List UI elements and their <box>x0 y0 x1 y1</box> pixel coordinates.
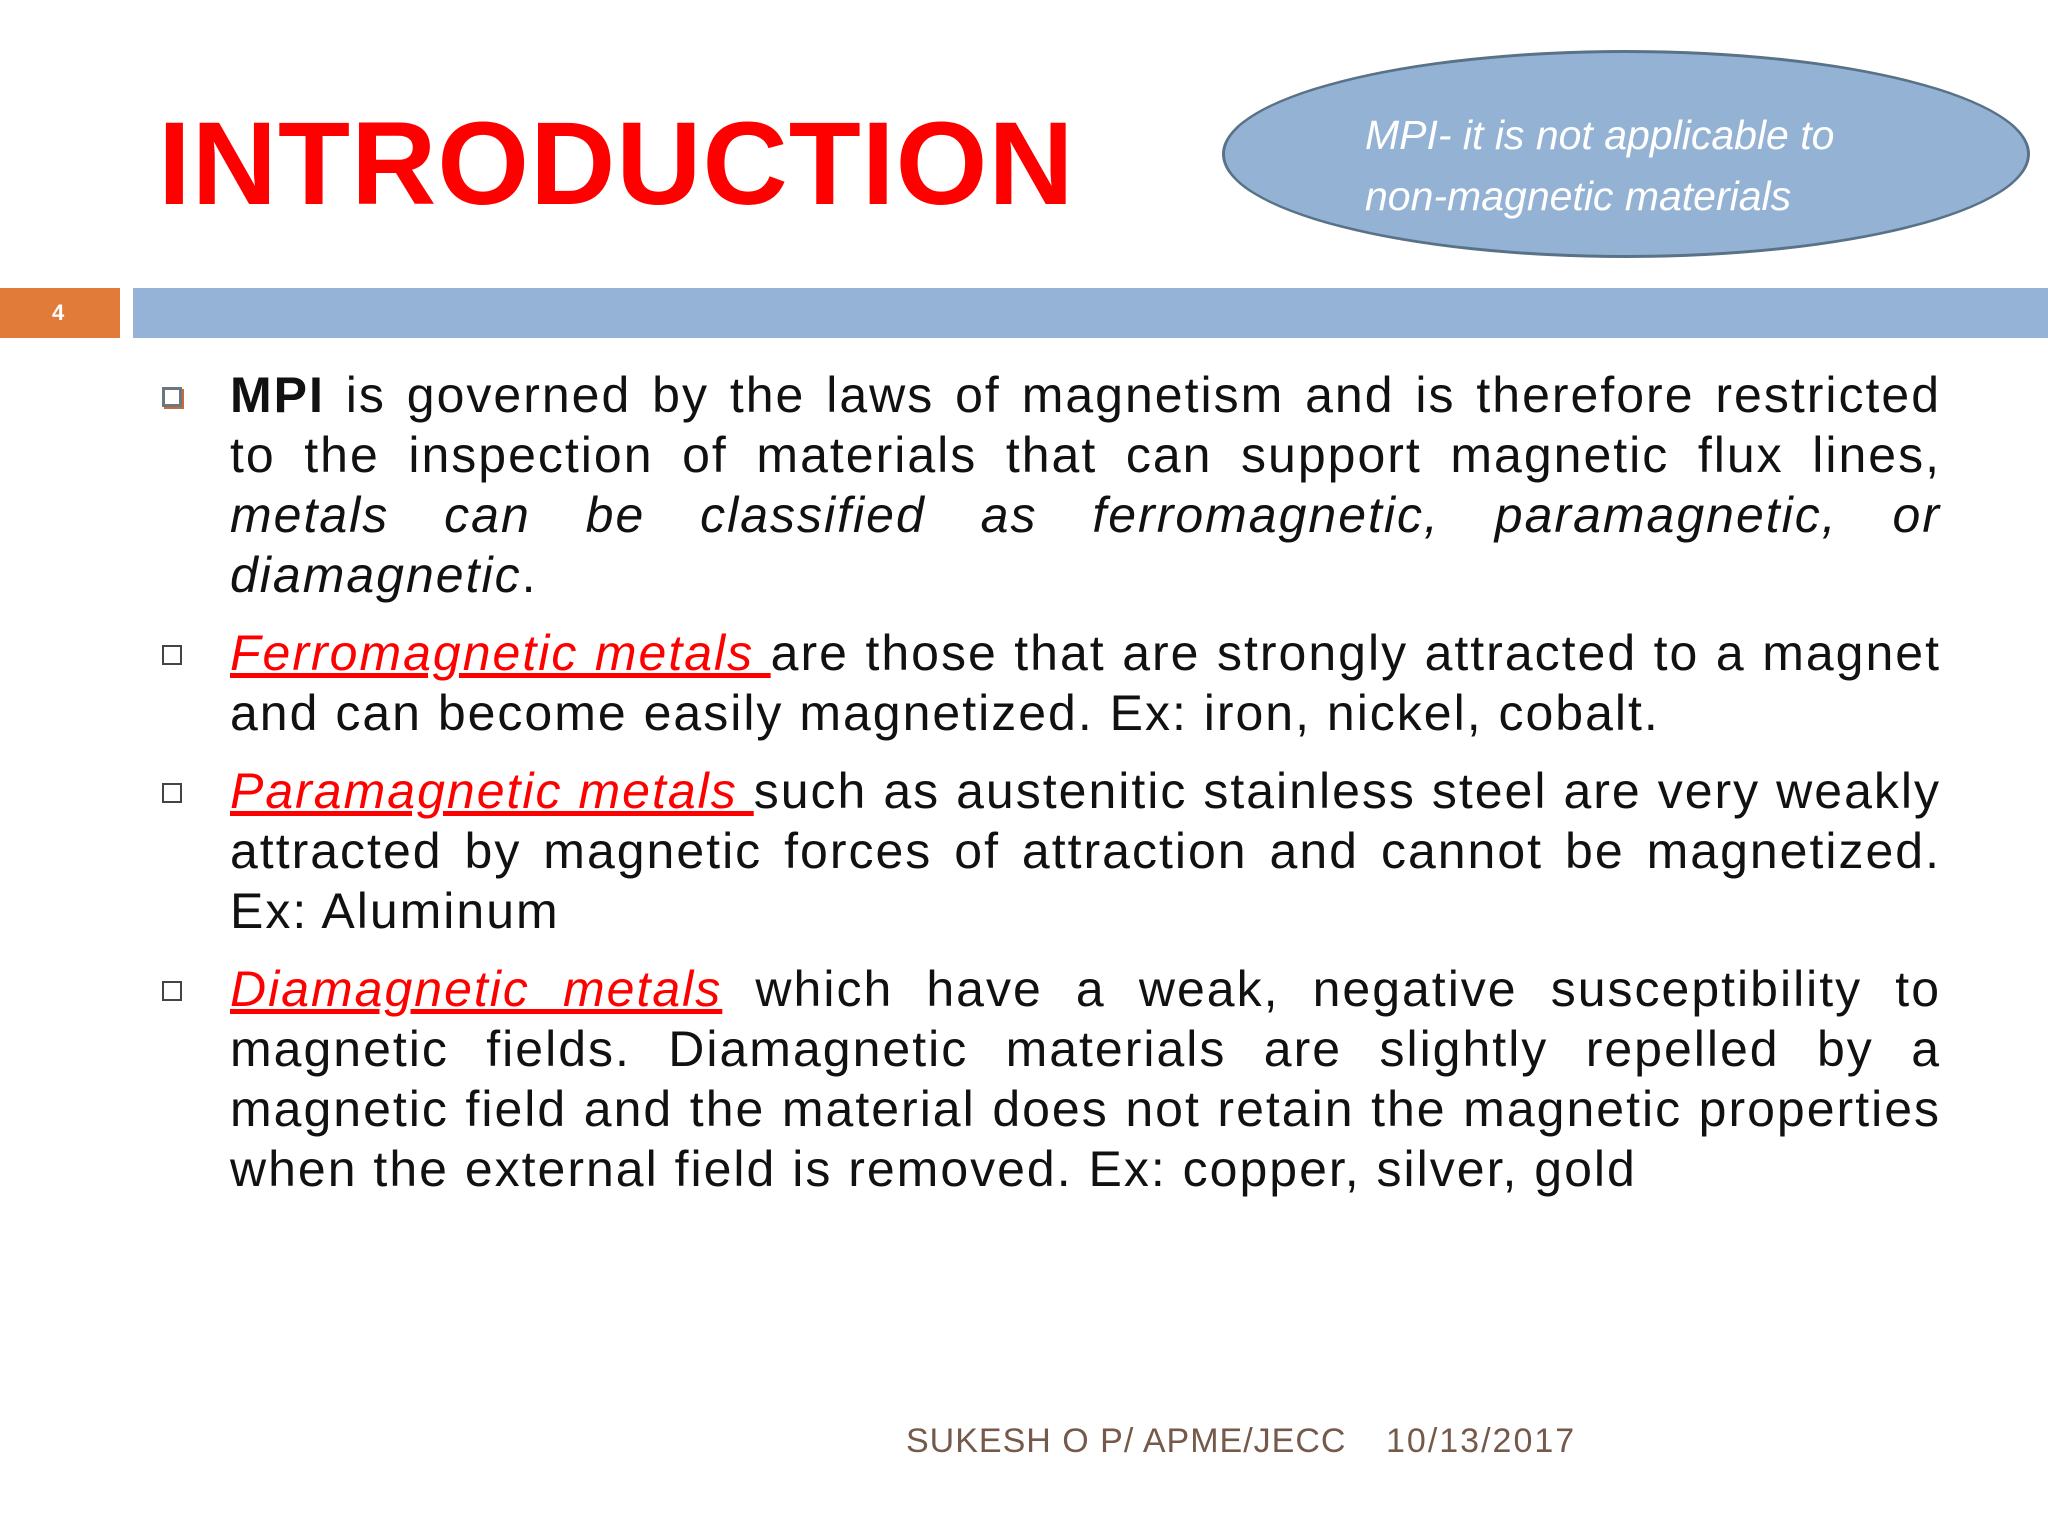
bullet-text: which have a weak, negative susceptibility to magnetic fields. Diamagnetic materials are slightly repelled by a magnetic field and the material does not retain the magnetic properties when the external field is removed. Ex: copper, silver, gold <box>230 961 1941 1197</box>
footer-author: SUKESH O P/ APME/JECC <box>906 1422 1347 1460</box>
mpi-term: MPI <box>230 367 325 423</box>
square-bullet-icon <box>162 981 182 1001</box>
footer-date: 10/13/2017 <box>1386 1422 1577 1460</box>
diamagnetic-term: Diamagnetic metals <box>230 961 723 1017</box>
bullet-text-end: . <box>521 547 538 603</box>
callout-text <box>1365 105 1965 227</box>
bullet-list <box>160 365 1941 1217</box>
bullet-italic-text: metals can be classified as ferromagnetic, paramagnetic, or diamagnetic <box>230 487 1941 603</box>
square-bullet-icon <box>162 387 182 407</box>
bullet-text: are those that are strongly attracted to a magnet and can become easily magnetized. Ex: iron, nickel, cobalt. <box>230 625 1941 741</box>
square-bullet-icon <box>162 645 182 665</box>
slide-number: 4 <box>0 288 120 338</box>
callout-line-2: non-magnetic materials <box>1365 173 1792 219</box>
ferromagnetic-term: Ferromagnetic metals <box>230 625 771 681</box>
list-item <box>160 623 1941 743</box>
bullet-text: is governed by the laws of magnetism and is therefore restricted to the inspection of materials that can support magnetic flux lines, <box>230 367 1941 483</box>
slide-title: INTRODUCTION <box>158 98 1075 230</box>
header-bar <box>133 288 2048 338</box>
list-item <box>160 365 1941 605</box>
paramagnetic-term: Paramagnetic metals <box>230 763 754 819</box>
callout-line-1: MPI- it is not applicable to <box>1365 112 1835 158</box>
bullet-text: such as austenitic stainless steel are very weakly attracted by magnetic forces of attraction and cannot be magnetized. Ex: Aluminum <box>230 763 1941 939</box>
list-item <box>160 959 1941 1199</box>
list-item <box>160 761 1941 941</box>
callout-ellipse <box>1222 50 2030 258</box>
square-bullet-icon <box>162 783 182 803</box>
